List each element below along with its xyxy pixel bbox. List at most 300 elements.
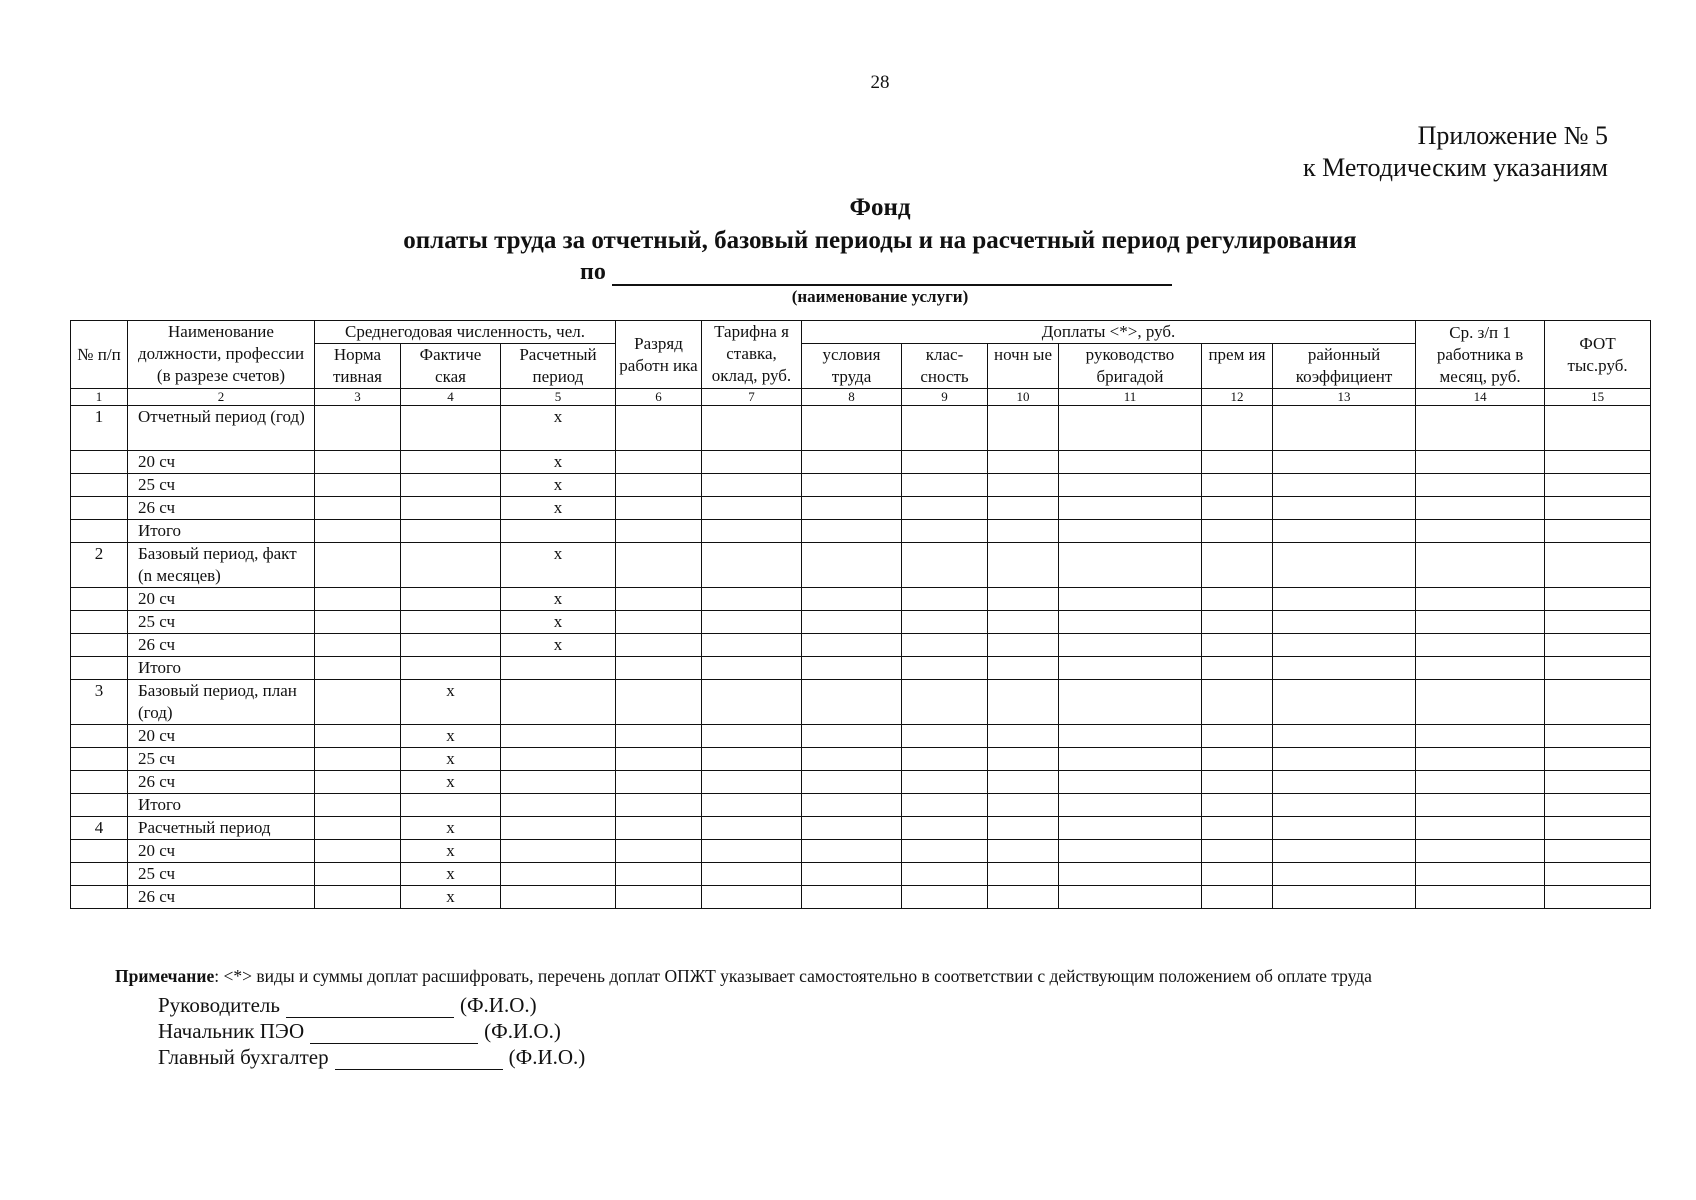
- empty-cell: [1273, 634, 1416, 657]
- empty-cell: [1202, 474, 1273, 497]
- footnote: [115, 966, 1372, 987]
- calculated-cell: x: [501, 474, 616, 497]
- calculated-cell: [501, 657, 616, 680]
- empty-cell: [802, 520, 902, 543]
- empty-cell: [902, 748, 988, 771]
- actual-cell: x: [401, 725, 501, 748]
- empty-cell: [702, 474, 802, 497]
- empty-cell: [616, 611, 702, 634]
- empty-cell: [1202, 611, 1273, 634]
- service-name-blank: [612, 260, 1172, 286]
- signature-line-head: [158, 993, 537, 1018]
- actual-cell: x: [401, 817, 501, 840]
- empty-cell: [1202, 771, 1273, 794]
- appendix-line-1: Приложение № 5: [1417, 121, 1608, 150]
- empty-cell: [802, 680, 902, 725]
- actual-cell: [401, 794, 501, 817]
- signature-fio: (Ф.И.О.): [508, 1045, 586, 1069]
- empty-cell: [802, 497, 902, 520]
- empty-cell: [616, 451, 702, 474]
- empty-cell: [1202, 657, 1273, 680]
- column-number: 2: [128, 389, 315, 406]
- header-actual: Фактиче ская: [401, 344, 501, 389]
- normative-cell: [315, 657, 401, 680]
- normative-cell: [315, 794, 401, 817]
- empty-cell: [616, 725, 702, 748]
- row-number-cell: [71, 497, 128, 520]
- empty-cell: [802, 886, 902, 909]
- row-number-cell: 1: [71, 406, 128, 451]
- empty-cell: [1202, 748, 1273, 771]
- calculated-cell: x: [501, 588, 616, 611]
- row-number-cell: [71, 657, 128, 680]
- empty-cell: [1545, 611, 1651, 634]
- table-row: [71, 725, 1651, 748]
- empty-cell: [702, 657, 802, 680]
- header-name: Наименование должности, профессии (в разрезе счетов): [128, 321, 315, 389]
- row-number-cell: [71, 794, 128, 817]
- empty-cell: [1416, 588, 1545, 611]
- footnote-text: : <*> виды и суммы доплат расшифровать, перечень доплат ОПЖТ указывает самостоятельно в соответствии с действующим положением об оплате труда: [214, 966, 1372, 986]
- empty-cell: [802, 817, 902, 840]
- empty-cell: [1545, 748, 1651, 771]
- empty-cell: [616, 634, 702, 657]
- empty-cell: [988, 611, 1059, 634]
- empty-cell: [1416, 794, 1545, 817]
- actual-cell: [401, 451, 501, 474]
- empty-cell: [1202, 680, 1273, 725]
- signature-role: Начальник ПЭО: [158, 1019, 305, 1043]
- empty-cell: [1416, 451, 1545, 474]
- header-bonus: прем ия: [1202, 344, 1273, 389]
- empty-cell: [1059, 543, 1202, 588]
- normative-cell: [315, 886, 401, 909]
- row-label-cell: Итого: [128, 657, 315, 680]
- column-number: 7: [702, 389, 802, 406]
- column-number: 13: [1273, 389, 1416, 406]
- empty-cell: [616, 657, 702, 680]
- empty-cell: [1545, 886, 1651, 909]
- column-number: 6: [616, 389, 702, 406]
- column-number: 9: [902, 389, 988, 406]
- calculated-cell: [501, 725, 616, 748]
- empty-cell: [988, 406, 1059, 451]
- row-number-cell: [71, 886, 128, 909]
- empty-cell: [1059, 520, 1202, 543]
- calculated-cell: x: [501, 634, 616, 657]
- row-label-cell: Базовый период, факт (n месяцев): [128, 543, 315, 588]
- empty-cell: [1545, 634, 1651, 657]
- empty-cell: [1416, 748, 1545, 771]
- empty-cell: [1273, 771, 1416, 794]
- actual-cell: [401, 611, 501, 634]
- empty-cell: [1416, 680, 1545, 725]
- table-row: [71, 817, 1651, 840]
- calculated-cell: x: [501, 497, 616, 520]
- empty-cell: [616, 406, 702, 451]
- empty-cell: [1202, 840, 1273, 863]
- empty-cell: [1059, 680, 1202, 725]
- calculated-cell: [501, 680, 616, 725]
- header-avg-salary: Ср. з/п 1 работника в месяц, руб.: [1416, 321, 1545, 389]
- empty-cell: [802, 657, 902, 680]
- empty-cell: [1545, 451, 1651, 474]
- empty-cell: [902, 543, 988, 588]
- empty-cell: [1202, 497, 1273, 520]
- empty-cell: [1273, 497, 1416, 520]
- table-row: [71, 611, 1651, 634]
- empty-cell: [702, 794, 802, 817]
- empty-cell: [1202, 588, 1273, 611]
- normative-cell: [315, 611, 401, 634]
- empty-cell: [702, 543, 802, 588]
- column-number: 10: [988, 389, 1059, 406]
- row-label-cell: 25 сч: [128, 474, 315, 497]
- service-prefix: по: [580, 259, 606, 285]
- actual-cell: [401, 543, 501, 588]
- empty-cell: [616, 543, 702, 588]
- header-num: № п/п: [71, 321, 128, 389]
- row-number-cell: [71, 451, 128, 474]
- empty-cell: [1545, 771, 1651, 794]
- normative-cell: [315, 497, 401, 520]
- empty-cell: [702, 611, 802, 634]
- empty-cell: [902, 680, 988, 725]
- calculated-cell: x: [501, 451, 616, 474]
- row-number-cell: [71, 520, 128, 543]
- empty-cell: [702, 588, 802, 611]
- header-class: клас- сность: [902, 344, 988, 389]
- empty-cell: [1416, 840, 1545, 863]
- empty-cell: [802, 863, 902, 886]
- row-number-cell: [71, 725, 128, 748]
- empty-cell: [1545, 497, 1651, 520]
- table-row: [71, 520, 1651, 543]
- actual-cell: [401, 588, 501, 611]
- header-fot: ФОТ тыс.руб.: [1545, 321, 1651, 389]
- empty-cell: [988, 657, 1059, 680]
- footnote-label: Примечание: [115, 966, 215, 986]
- empty-cell: [702, 748, 802, 771]
- empty-cell: [802, 474, 902, 497]
- table-row: [71, 840, 1651, 863]
- empty-cell: [702, 520, 802, 543]
- row-label-cell: Итого: [128, 520, 315, 543]
- empty-cell: [1416, 543, 1545, 588]
- row-number-cell: 2: [71, 543, 128, 588]
- empty-cell: [1545, 817, 1651, 840]
- normative-cell: [315, 817, 401, 840]
- empty-cell: [988, 771, 1059, 794]
- header-regional: районный коэффициент: [1273, 344, 1416, 389]
- actual-cell: x: [401, 771, 501, 794]
- empty-cell: [1545, 863, 1651, 886]
- normative-cell: [315, 406, 401, 451]
- column-number: 5: [501, 389, 616, 406]
- column-number: 14: [1416, 389, 1545, 406]
- empty-cell: [702, 886, 802, 909]
- service-line: [580, 259, 1172, 286]
- calculated-cell: [501, 794, 616, 817]
- normative-cell: [315, 680, 401, 725]
- document-title-line-2: оплаты труда за отчетный, базовый периоды и на расчетный период регулирования: [403, 227, 1357, 254]
- table-row: [71, 657, 1651, 680]
- actual-cell: x: [401, 886, 501, 909]
- empty-cell: [988, 840, 1059, 863]
- empty-cell: [802, 840, 902, 863]
- normative-cell: [315, 474, 401, 497]
- table-row: [71, 588, 1651, 611]
- signature-role: Руководитель: [158, 993, 280, 1017]
- header-conditions: условия труда: [802, 344, 902, 389]
- empty-cell: [902, 520, 988, 543]
- signature-fio: (Ф.И.О.): [484, 1019, 561, 1043]
- empty-cell: [1202, 451, 1273, 474]
- empty-cell: [1273, 474, 1416, 497]
- signature-blank: [335, 1049, 503, 1070]
- empty-cell: [1202, 543, 1273, 588]
- empty-cell: [1059, 611, 1202, 634]
- empty-cell: [1545, 474, 1651, 497]
- actual-cell: x: [401, 748, 501, 771]
- normative-cell: [315, 451, 401, 474]
- row-number-cell: [71, 588, 128, 611]
- empty-cell: [1059, 725, 1202, 748]
- empty-cell: [902, 886, 988, 909]
- row-label-cell: 20 сч: [128, 725, 315, 748]
- row-label-cell: Базовый период, план (год): [128, 680, 315, 725]
- empty-cell: [1059, 634, 1202, 657]
- normative-cell: [315, 863, 401, 886]
- calculated-cell: x: [501, 543, 616, 588]
- empty-cell: [902, 406, 988, 451]
- empty-cell: [616, 863, 702, 886]
- empty-cell: [1059, 451, 1202, 474]
- normative-cell: [315, 543, 401, 588]
- empty-cell: [616, 794, 702, 817]
- calculated-cell: [501, 840, 616, 863]
- empty-cell: [1202, 794, 1273, 817]
- row-number-cell: [71, 771, 128, 794]
- empty-cell: [988, 886, 1059, 909]
- column-number: 12: [1202, 389, 1273, 406]
- empty-cell: [988, 497, 1059, 520]
- row-number-cell: [71, 474, 128, 497]
- table-row: [71, 794, 1651, 817]
- empty-cell: [1545, 520, 1651, 543]
- empty-cell: [902, 863, 988, 886]
- header-night: ночн ые: [988, 344, 1059, 389]
- empty-cell: [1059, 657, 1202, 680]
- row-label-cell: 26 сч: [128, 497, 315, 520]
- row-number-cell: [71, 611, 128, 634]
- empty-cell: [1273, 886, 1416, 909]
- empty-cell: [1416, 657, 1545, 680]
- empty-cell: [1416, 406, 1545, 451]
- header-avg-count: Среднегодовая численность, чел.: [315, 321, 616, 344]
- actual-cell: [401, 657, 501, 680]
- column-number: 8: [802, 389, 902, 406]
- empty-cell: [1059, 588, 1202, 611]
- empty-cell: [616, 588, 702, 611]
- empty-cell: [616, 817, 702, 840]
- empty-cell: [902, 657, 988, 680]
- normative-cell: [315, 748, 401, 771]
- normative-cell: [315, 840, 401, 863]
- empty-cell: [988, 520, 1059, 543]
- column-number: 4: [401, 389, 501, 406]
- empty-cell: [1273, 451, 1416, 474]
- empty-cell: [802, 543, 902, 588]
- empty-cell: [1545, 588, 1651, 611]
- empty-cell: [702, 771, 802, 794]
- empty-cell: [1059, 748, 1202, 771]
- calculated-cell: [501, 748, 616, 771]
- empty-cell: [702, 497, 802, 520]
- empty-cell: [616, 748, 702, 771]
- normative-cell: [315, 771, 401, 794]
- empty-cell: [616, 680, 702, 725]
- empty-cell: [1202, 520, 1273, 543]
- empty-cell: [902, 725, 988, 748]
- row-label-cell: 25 сч: [128, 863, 315, 886]
- empty-cell: [702, 680, 802, 725]
- page-number: 28: [870, 72, 890, 93]
- row-label-cell: 25 сч: [128, 611, 315, 634]
- empty-cell: [702, 817, 802, 840]
- normative-cell: [315, 634, 401, 657]
- empty-cell: [1202, 634, 1273, 657]
- row-label-cell: Итого: [128, 794, 315, 817]
- empty-cell: [988, 680, 1059, 725]
- empty-cell: [1545, 794, 1651, 817]
- empty-cell: [988, 748, 1059, 771]
- empty-cell: [1273, 657, 1416, 680]
- row-label-cell: 20 сч: [128, 840, 315, 863]
- calculated-cell: [501, 771, 616, 794]
- header-grade: Разряд работн ика: [616, 321, 702, 389]
- empty-cell: [1545, 725, 1651, 748]
- row-number-cell: 4: [71, 817, 128, 840]
- empty-cell: [1059, 886, 1202, 909]
- empty-cell: [1545, 680, 1651, 725]
- empty-cell: [1273, 611, 1416, 634]
- actual-cell: [401, 497, 501, 520]
- actual-cell: x: [401, 680, 501, 725]
- empty-cell: [1416, 497, 1545, 520]
- empty-cell: [902, 817, 988, 840]
- empty-cell: [1545, 543, 1651, 588]
- payroll-fund-table: [70, 320, 1651, 909]
- row-label-cell: 26 сч: [128, 771, 315, 794]
- empty-cell: [702, 451, 802, 474]
- header-calculated: Расчетный период: [501, 344, 616, 389]
- empty-cell: [1416, 886, 1545, 909]
- header-brigade: руководство бригадой: [1059, 344, 1202, 389]
- empty-cell: [802, 634, 902, 657]
- row-label-cell: Расчетный период: [128, 817, 315, 840]
- signature-role: Главный бухгалтер: [158, 1045, 329, 1069]
- calculated-cell: [501, 520, 616, 543]
- calculated-cell: [501, 817, 616, 840]
- empty-cell: [616, 520, 702, 543]
- empty-cell: [1059, 406, 1202, 451]
- empty-cell: [988, 725, 1059, 748]
- table-row: [71, 634, 1651, 657]
- empty-cell: [616, 886, 702, 909]
- empty-cell: [802, 794, 902, 817]
- empty-cell: [1545, 657, 1651, 680]
- empty-cell: [1273, 863, 1416, 886]
- row-number-cell: [71, 634, 128, 657]
- header-surcharges: Доплаты <*>, руб.: [802, 321, 1416, 344]
- empty-cell: [1416, 611, 1545, 634]
- normative-cell: [315, 588, 401, 611]
- empty-cell: [1202, 886, 1273, 909]
- table-row: [71, 406, 1651, 451]
- empty-cell: [1416, 520, 1545, 543]
- empty-cell: [702, 406, 802, 451]
- row-label-cell: 25 сч: [128, 748, 315, 771]
- table-row: [71, 497, 1651, 520]
- empty-cell: [802, 406, 902, 451]
- table-row: [71, 543, 1651, 588]
- column-number: 15: [1545, 389, 1651, 406]
- empty-cell: [1202, 406, 1273, 451]
- normative-cell: [315, 520, 401, 543]
- signature-fio: (Ф.И.О.): [459, 993, 537, 1017]
- empty-cell: [1202, 725, 1273, 748]
- empty-cell: [702, 840, 802, 863]
- empty-cell: [702, 863, 802, 886]
- empty-cell: [1416, 817, 1545, 840]
- empty-cell: [1059, 497, 1202, 520]
- service-subtitle: (наименование услуги): [791, 287, 969, 306]
- empty-cell: [902, 634, 988, 657]
- empty-cell: [902, 588, 988, 611]
- actual-cell: [401, 634, 501, 657]
- calculated-cell: x: [501, 611, 616, 634]
- empty-cell: [902, 474, 988, 497]
- empty-cell: [1545, 406, 1651, 451]
- row-number-cell: [71, 840, 128, 863]
- empty-cell: [902, 771, 988, 794]
- empty-cell: [802, 771, 902, 794]
- empty-cell: [902, 840, 988, 863]
- empty-cell: [1416, 725, 1545, 748]
- empty-cell: [702, 634, 802, 657]
- column-number: 11: [1059, 389, 1202, 406]
- empty-cell: [1273, 680, 1416, 725]
- empty-cell: [616, 840, 702, 863]
- actual-cell: [401, 474, 501, 497]
- row-label-cell: 20 сч: [128, 451, 315, 474]
- table-row: [71, 771, 1651, 794]
- row-label-cell: Отчетный период (год): [128, 406, 315, 451]
- empty-cell: [902, 497, 988, 520]
- empty-cell: [1202, 863, 1273, 886]
- empty-cell: [988, 588, 1059, 611]
- empty-cell: [616, 474, 702, 497]
- empty-cell: [902, 611, 988, 634]
- empty-cell: [616, 497, 702, 520]
- actual-cell: [401, 520, 501, 543]
- column-number: 1: [71, 389, 128, 406]
- row-label-cell: 20 сч: [128, 588, 315, 611]
- empty-cell: [802, 451, 902, 474]
- empty-cell: [1273, 817, 1416, 840]
- empty-cell: [802, 588, 902, 611]
